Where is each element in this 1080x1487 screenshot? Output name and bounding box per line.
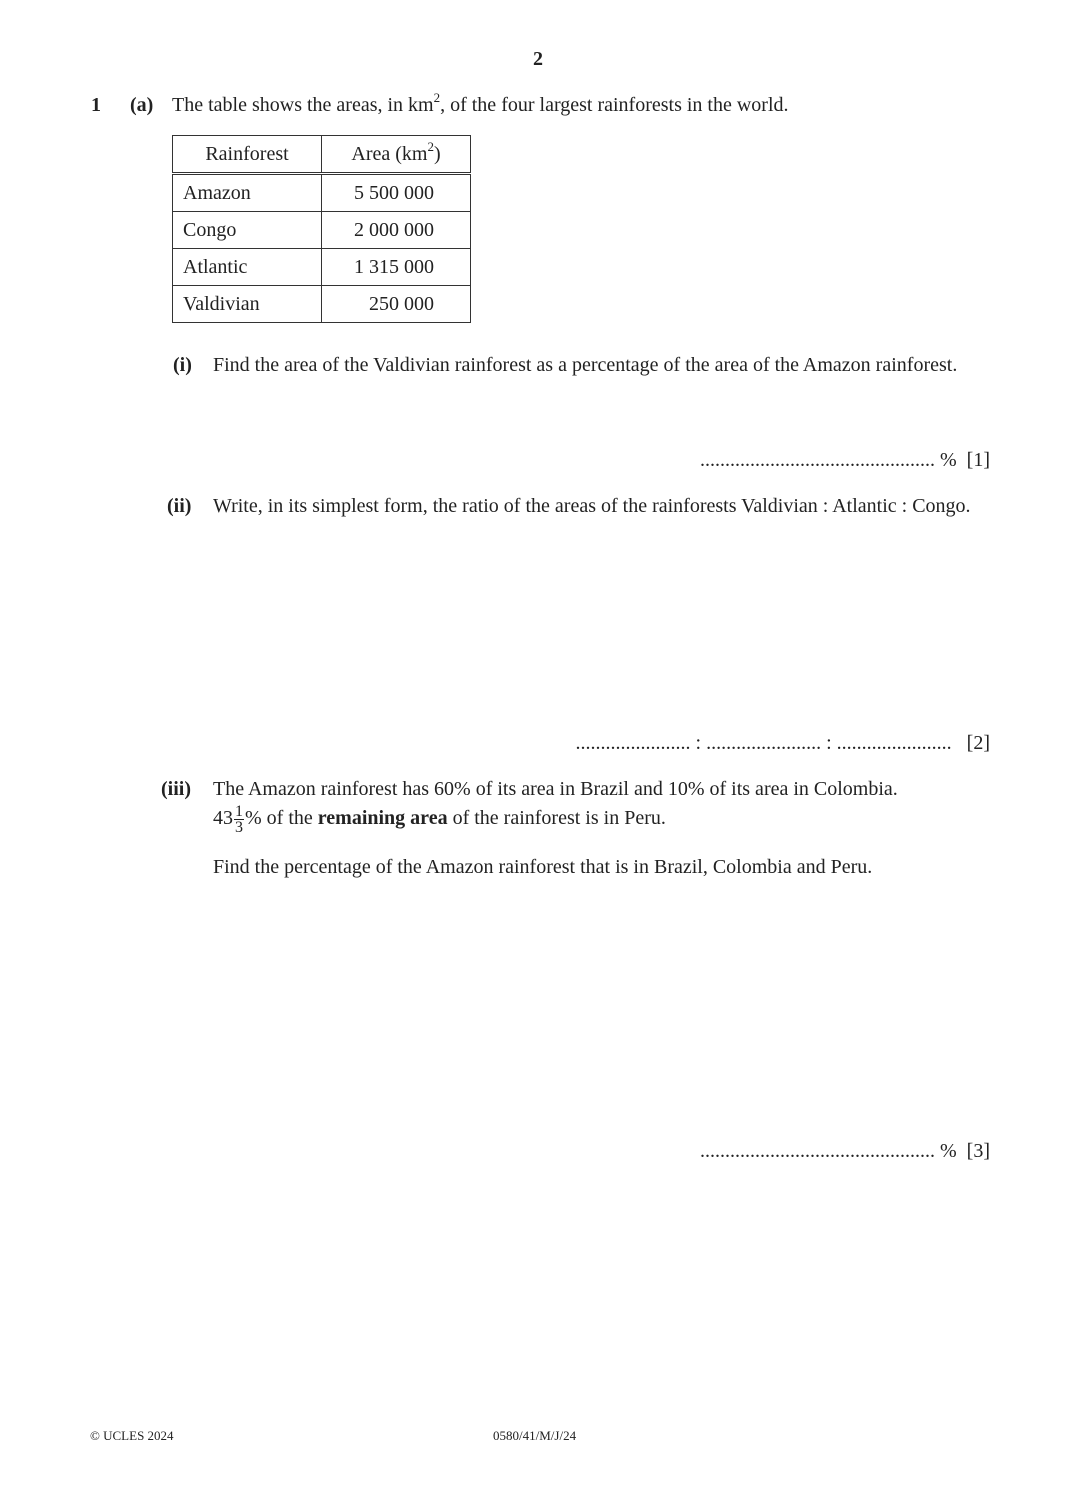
rainforest-table [172,135,471,323]
header-rainforest: Rainforest [173,136,322,174]
remaining-area-bold: remaining area [317,807,448,829]
part-ii-answer [576,732,990,755]
part-ii-answer-line[interactable]: ....................... : ....................... : ....................... [575,732,952,754]
table-row [173,286,471,323]
intro-superscript: 2 [433,90,441,106]
header-area-sup: 2 [427,138,434,154]
table-row [173,174,471,212]
question-number: 1 [91,94,101,116]
page-number: 2 [533,48,543,70]
intro-text-before: The table shows the areas, in km [172,94,434,116]
part-ii-marks: [2] [966,732,990,754]
part-a-label: (a) [130,94,154,116]
fraction [234,804,244,835]
rainforest-name: Valdivian [173,286,322,323]
rainforest-area: 2 000 000 [322,212,471,249]
part-iii-line2-a: % of the [245,807,318,829]
mixed-number-whole: 43 [213,807,233,829]
rainforest-area: 5 500 000 [322,174,471,212]
part-iii-line1: The Amazon rainforest has 60% of its area in Brazil and 10% of its area in Colombia. [213,778,898,800]
part-iii-line3: Find the percentage of the Amazon rainforest that is in Brazil, Colombia and Peru. [213,856,873,878]
part-iii-line2 [213,798,666,838]
part-iii-line2-b: of the rainforest is in Peru. [447,807,666,829]
intro-text-after: , of the four largest rainforests in the world. [440,94,789,116]
footer-code: 0580/41/M/J/24 [493,1428,577,1443]
part-iii-label: (iii) [161,778,191,800]
part-ii-text: Write, in its simplest form, the ratio of the areas of the rainforests Valdivian : Atlantic : Congo. [213,495,971,517]
header-area-suffix: ) [433,142,441,165]
header-area-prefix: Area (km [351,142,428,165]
part-i-label: (i) [173,354,192,376]
part-ii-label: (ii) [167,495,192,517]
part-i-answer-line[interactable]: ............................................... % [700,449,957,471]
part-iii-marks: [3] [966,1140,990,1162]
rainforest-name: Amazon [173,174,322,212]
rainforest-name: Atlantic [173,249,322,286]
part-i-text: Find the area of the Valdivian rainforest as a percentage of the area of the Amazon rainforest. [213,354,958,376]
rainforest-area: 250 000 [322,286,471,323]
fraction-denominator: 3 [235,818,243,836]
part-iii-answer [700,1140,990,1163]
part-iii-answer-line[interactable]: ............................................... % [700,1140,957,1162]
rainforest-name: Congo [173,212,322,249]
part-a-intro [172,90,789,117]
table-row [173,249,471,286]
footer-copyright: © UCLES 2024 [90,1428,174,1443]
rainforest-area: 1 315 000 [322,249,471,286]
fraction-numerator: 1 [235,802,243,820]
table-row [173,212,471,249]
header-area [322,136,471,174]
table-header-row [173,136,471,174]
part-i-answer [700,449,990,472]
part-i-marks: [1] [966,449,990,471]
